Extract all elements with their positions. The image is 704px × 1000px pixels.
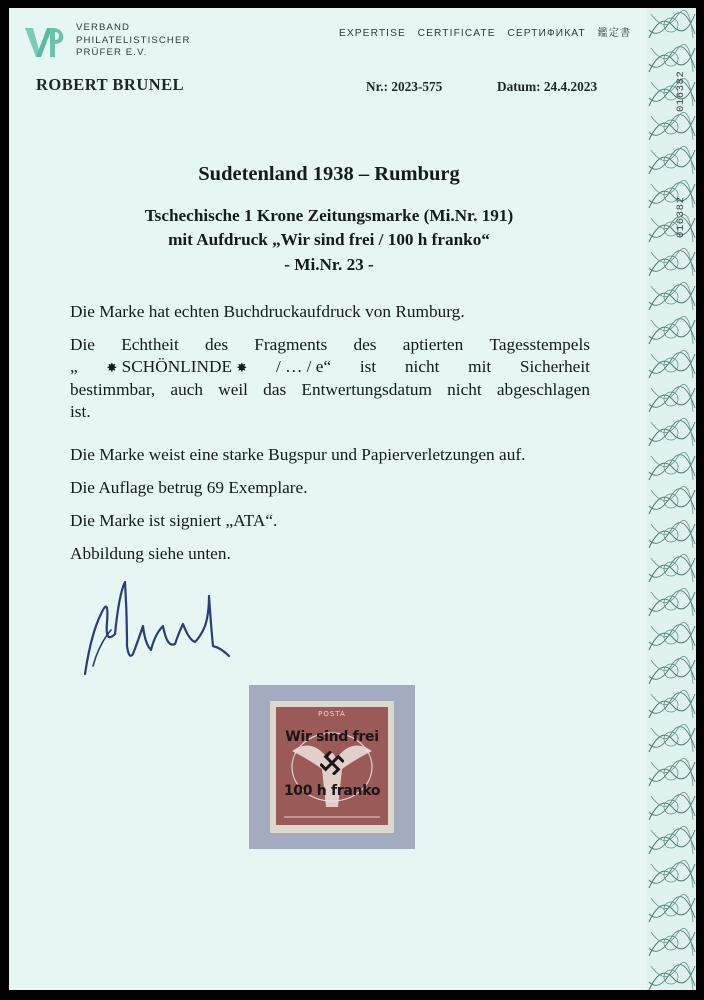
- handwritten-signature: [71, 574, 241, 684]
- serial-number-second: 016382: [675, 196, 687, 238]
- expert-name: ROBERT BRUNEL: [36, 75, 185, 94]
- overprint-line-2: 100 h franko: [283, 783, 381, 799]
- word: nicht: [404, 356, 440, 376]
- word: / … / e“: [275, 356, 332, 376]
- word: bestimmbar,: [70, 380, 156, 399]
- word: Entwertungsdatum: [301, 380, 432, 399]
- certificate-number: Nr.: 2023-575: [366, 79, 443, 94]
- cancellation-line-1: [70, 334, 590, 356]
- word: des: [205, 335, 229, 354]
- certificate-heading: Sudetenland 1938 – Rumburg: [198, 163, 460, 185]
- org-line: PRÜFER E.V.: [76, 47, 148, 59]
- organization-name: [76, 22, 190, 60]
- word: das: [263, 380, 287, 399]
- stamp-design: [276, 707, 388, 825]
- word: [70, 356, 78, 380]
- paragraph-overprint: Die Marke hat echten Buchdruckaufdruck von Rumburg.: [70, 302, 465, 321]
- swastika-icon: [320, 751, 344, 775]
- word: Fragments: [254, 335, 328, 354]
- cancellation-line-2: [70, 356, 590, 380]
- paragraph-illustration: Abbildung siehe unten.: [70, 544, 231, 563]
- postmark-town: [106, 356, 247, 380]
- word: auch: [170, 380, 204, 399]
- org-line: PHILATELISTISCHER: [76, 34, 191, 46]
- word: Die: [70, 335, 95, 354]
- stamp-description-line-2: mit Aufdruck „Wir sind frei / 100 h franko“: [168, 230, 490, 249]
- word: Sicherheit: [519, 356, 590, 376]
- serial-number-top: 016382: [675, 70, 687, 112]
- cancellation-line-4: ist.: [70, 401, 91, 421]
- certificate-date: Datum: 24.4.2023: [497, 79, 598, 94]
- cancellation-line-3: [70, 379, 590, 401]
- overprint-line-1: Wir sind frei: [285, 729, 379, 745]
- paragraph-print-run: Die Auflage betrug 69 Exemplare.: [70, 478, 308, 497]
- paragraph-cancellation: [70, 334, 590, 422]
- word: Tagesstempels: [489, 335, 590, 354]
- certificate-sheet: [9, 8, 696, 990]
- word: Echtheit: [121, 335, 179, 354]
- certificate-title: EXPERTISE CERTIFICATE СЕРТИФИКАТ 鑑定書: [339, 28, 632, 39]
- org-line: VERBAND: [76, 22, 131, 33]
- star-icon: ✸: [106, 360, 118, 376]
- word: weil: [218, 380, 248, 399]
- word: ist: [359, 356, 377, 376]
- word: mit: [468, 356, 492, 376]
- word: aptierten: [402, 335, 464, 354]
- vp-logo-icon: [23, 24, 65, 60]
- stamp-description-line-1: Tschechische 1 Krone Zeitungsmarke (Mi.Nr. 191): [144, 206, 514, 225]
- quote-open: „: [70, 356, 78, 376]
- stamp-image: [270, 701, 394, 833]
- stamp-photo: [249, 685, 415, 849]
- star-icon: ✸: [236, 360, 248, 376]
- catalogue-number: - Mi.Nr. 23 -: [284, 255, 374, 274]
- paragraph-signature-mark: Die Marke ist signiert „ATA“.: [70, 511, 278, 530]
- paragraph-condition: Die Marke weist eine starke Bugspur und Papierverletzungen auf.: [70, 445, 526, 464]
- stamp-top-text: POSTA: [318, 710, 346, 718]
- town-name: SCHÖNLINDE: [121, 356, 233, 376]
- word: abgeschlagen: [496, 380, 590, 399]
- word: nicht: [447, 380, 482, 399]
- word: des: [353, 335, 377, 354]
